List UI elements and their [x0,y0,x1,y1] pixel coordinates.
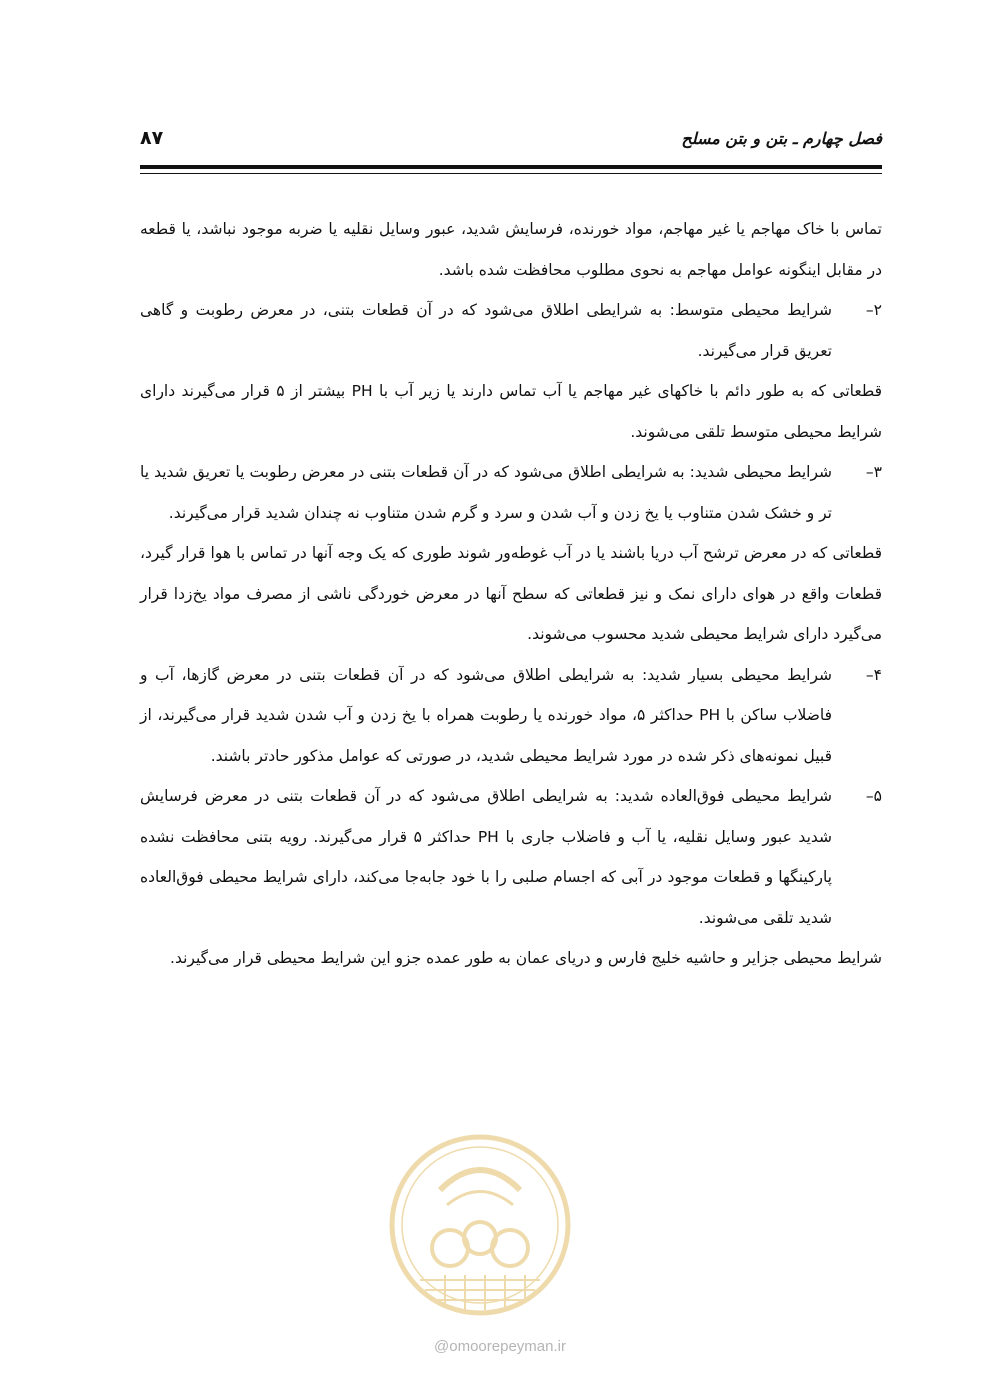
note-paragraph-moderate: قطعاتی که به طور دائم با خاکهای غیر مهاجم یا آب تماس دارند یا زیر آب با PH بیشتر از ۵ قرار می‌گیرند دارای شرایط محیطی متوسط تلقی می‌شوند. [140,382,882,441]
list-item-text: شرایط محیطی بسیار شدید: به شرایطی اطلاق می‌شود که در آن قطعات بتنی در معرض گازها، آب و فاضلاب ساکن با PH حداکثر ۵، مواد خورنده یا رطوبت همراه با یخ زدن و آب شدن شدید قرار می‌گیرند، از قبیل نمونه‌های ذکر شده در مورد شرایط محیطی شدید، در صورتی که عوامل مذکور حادتر باشند. [140,665,832,765]
list-number: ۲– [865,301,882,319]
watermark-caption: @omoorepeyman.ir [434,1338,566,1355]
list-item-extreme [140,776,882,938]
list-number: ۵– [865,787,882,805]
intro-paragraph: تماس با خاک مهاجم یا غیر مهاجم، مواد خورنده، فرسایش شدید، عبور وسایل نقلیه یا ضربه موجود نباشد، یا قطعه در مقابل اینگونه عوامل مهاجم به نحوی مطلوب محافظت شده باشد. [140,220,882,279]
list-item-text: شرایط محیطی شدید: به شرایطی اطلاق می‌شود که در آن قطعات بتنی در معرض رطوبت یا تعریق شدید یا تر و خشک شدن متناوب یا یخ زدن و آب شدن و سرد و گرم شدن متناوب نه چندان شدید قرار می‌گیرند. [140,463,832,522]
header-rule [140,165,882,169]
chapter-title: فصل چهارم ـ بتن و بتن مسلح [681,129,882,148]
note-paragraph-final: شرایط محیطی جزایر و حاشیه خلیج فارس و دریای عمان به طور عمده جزو این شرایط محیطی قرار می‌گیرند. [170,949,882,967]
body-text [140,209,882,979]
list-item-very-severe [140,655,882,777]
page-header [140,125,882,155]
list-item-moderate [140,290,882,371]
list-item-text: شرایط محیطی فوق‌العاده شدید: به شرایطی اطلاق می‌شود که در آن قطعات بتنی در معرض فرسایش شدید عبور وسایل نقلیه، یا آب و فاضلاب جاری با PH حداکثر ۵ قرار می‌گیرند. رویه بتنی محافظت نشده پارکینگها و قطعات موجود در آبی که اجسام صلبی را با خود جابه‌جا می‌کند، دارای شرایط محیطی فوق‌العاده شدید تلقی می‌شوند. [140,787,832,927]
page-number: ۸۷ [140,127,164,149]
list-item-severe [140,452,882,533]
note-paragraph-severe: قطعاتی که در معرض ترشح آب دریا باشند یا در آب غوطه‌ور شوند طوری که یک وجه آنها در تماس با هوا قرار گیرد، قطعات واقع در هوای دارای نمک و نیز قطعاتی که سطح آنها در معرض خوردگی ناشی از مصرف مواد یخ‌زدا قرار می‌گیرد دارای شرایط محیطی شدید محسوب می‌شوند. [140,544,882,643]
list-item-text: شرایط محیطی متوسط: به شرایطی اطلاق می‌شود که در آن قطعات بتنی، در معرض رطوبت و گاهی تعریق قرار می‌گیرند. [140,301,832,360]
list-number: ۳– [865,463,882,481]
watermark-logo [385,1130,575,1320]
list-number: ۴– [865,665,882,684]
header-rule-thin [140,173,882,174]
